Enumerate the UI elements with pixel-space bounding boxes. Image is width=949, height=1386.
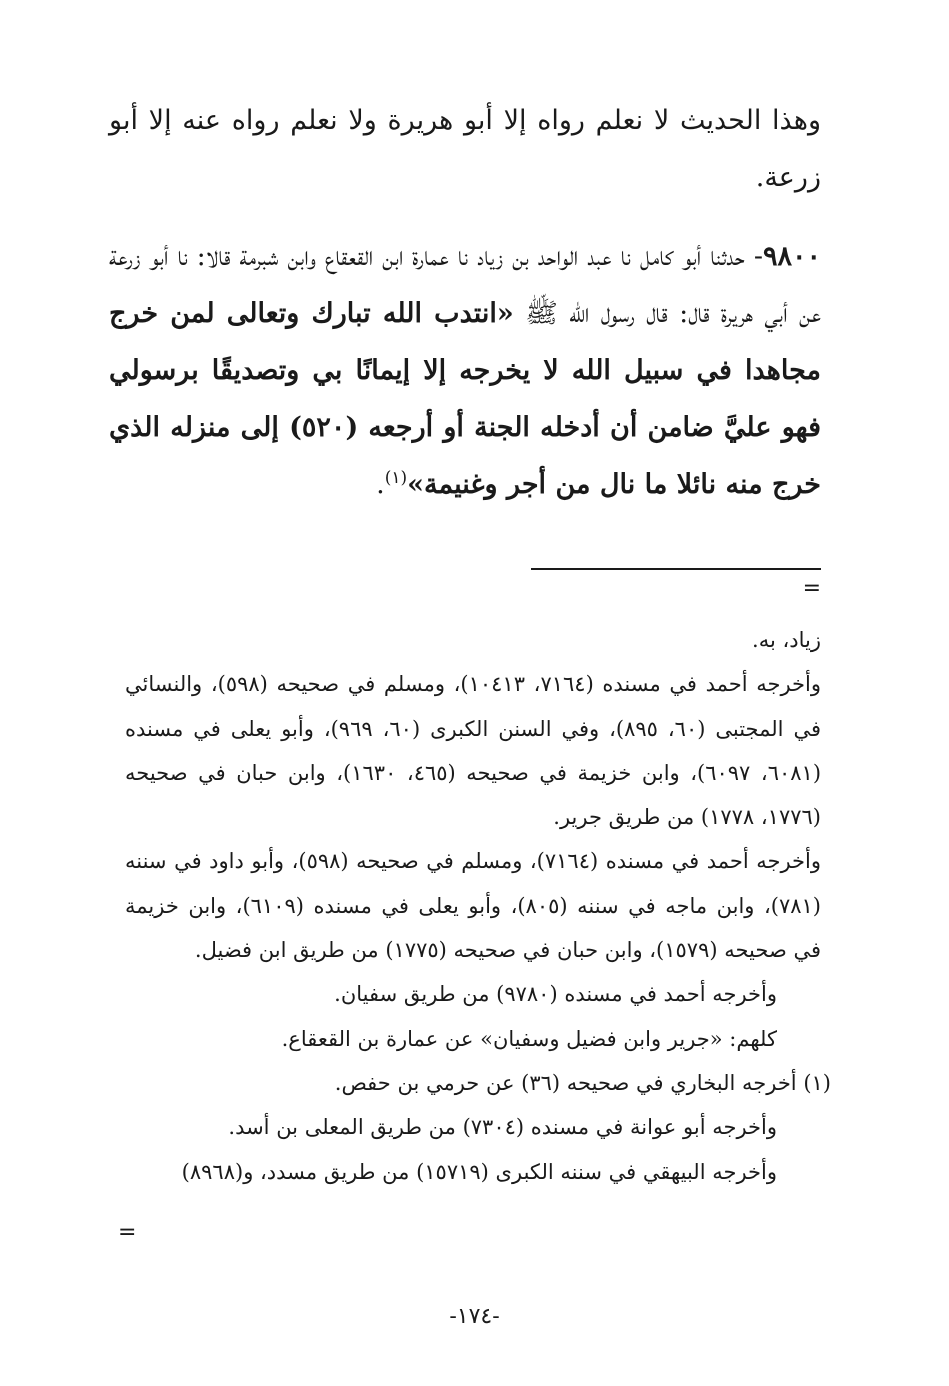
footnote-line: وأخرجه أحمد في مسنده (٧١٦٤)، ومسلم في صحيحه (٥٩٨)، وأبو داود في سننه (٧٨١)، وابن ماجه في سننه (٨٠٥)، وأبو يعلى في مسنده (٦١٠٩)، وابن خزيمة في صحيحه (١٥٧٩)، وابن حبان في صحيحه (١٧٧٥) من طريق ابن فضيل. bbox=[125, 849, 822, 963]
intro-paragraph: وهذا الحديث لا نعلم رواه إلا أبو هريرة ولا نعلم رواه عنه إلا أبو زرعة. bbox=[109, 105, 821, 193]
footnote-line: وأخرجه أحمد في مسنده (٧١٦٤، ١٠٤١٣)، ومسلم في صحيحه (٥٩٨)، والنسائي في المجتبى (٦٠، ٨٩٥)، وفي السنن الكبرى (٦٠، ٩٦٩)، وأبو يعلى في مسنده (٦٠٨١، ٦٠٩٧)، وابن خزيمة في صحيحه (٤٦٥، ١٦٣٠)، وابن حبان في صحيحه (١٧٧٦، ١٧٧٨) من طريق جرير. bbox=[125, 672, 822, 830]
footnote-reference: (١) bbox=[384, 468, 408, 488]
hadith-isnad: - حدثنا أبو كامل نا عبد الواحد بن زياد نا عمارة ابن القعقاع وابن شبرمة قالا: نا أبو زرعة عن أبي هريرة قال: قال رسول الله ﷺ bbox=[109, 241, 821, 329]
page-number: -١٧٤- bbox=[449, 1304, 500, 1329]
main-text bbox=[109, 92, 821, 513]
footnote-line: وأخرجه أحمد في مسنده (٩٧٨٠) من طريق سفيان. bbox=[334, 982, 777, 1007]
footnote-line: زياد، به. bbox=[752, 628, 821, 652]
hadith-end: . bbox=[376, 469, 385, 500]
footnote-line: كلهم: «جرير وابن فضيل وسفيان» عن عمارة بن القعقاع. bbox=[281, 1026, 777, 1051]
footnote-line: وأخرجه البيهقي في سننه الكبرى (١٥٧١٩) من طريق مسدد، و(٨٩٦٨) bbox=[181, 1159, 777, 1184]
continued-marker: = bbox=[802, 576, 821, 601]
continues-marker: = bbox=[118, 1220, 137, 1245]
footnote-divider bbox=[531, 568, 821, 570]
hadith-matn: «انتدب الله تبارك وتعالى لمن خرج مجاهدا في سبيل الله لا يخرجه إلا إيمانًا بي وتصديقًا برسولي فهو عليَّ ضامن أن أدخله الجنة أو أرجعه (٥٢٠) إلى منزله الذي خرج منه نائلا ما نال من أجر وغنيمة» bbox=[109, 298, 822, 500]
footnote-line: وأخرجه أبو عوانة في مسنده (٧٣٠٤) من طريق المعلى بن أسد. bbox=[228, 1115, 777, 1140]
footnotes bbox=[125, 618, 831, 1194]
footnote-1: (١) أخرجه البخاري في صحيحه (٣٦) عن حرمي بن حفص. bbox=[334, 1070, 831, 1095]
hadith-paragraph bbox=[109, 228, 821, 513]
hadith-number: ٩٨٠٠ bbox=[762, 241, 821, 272]
